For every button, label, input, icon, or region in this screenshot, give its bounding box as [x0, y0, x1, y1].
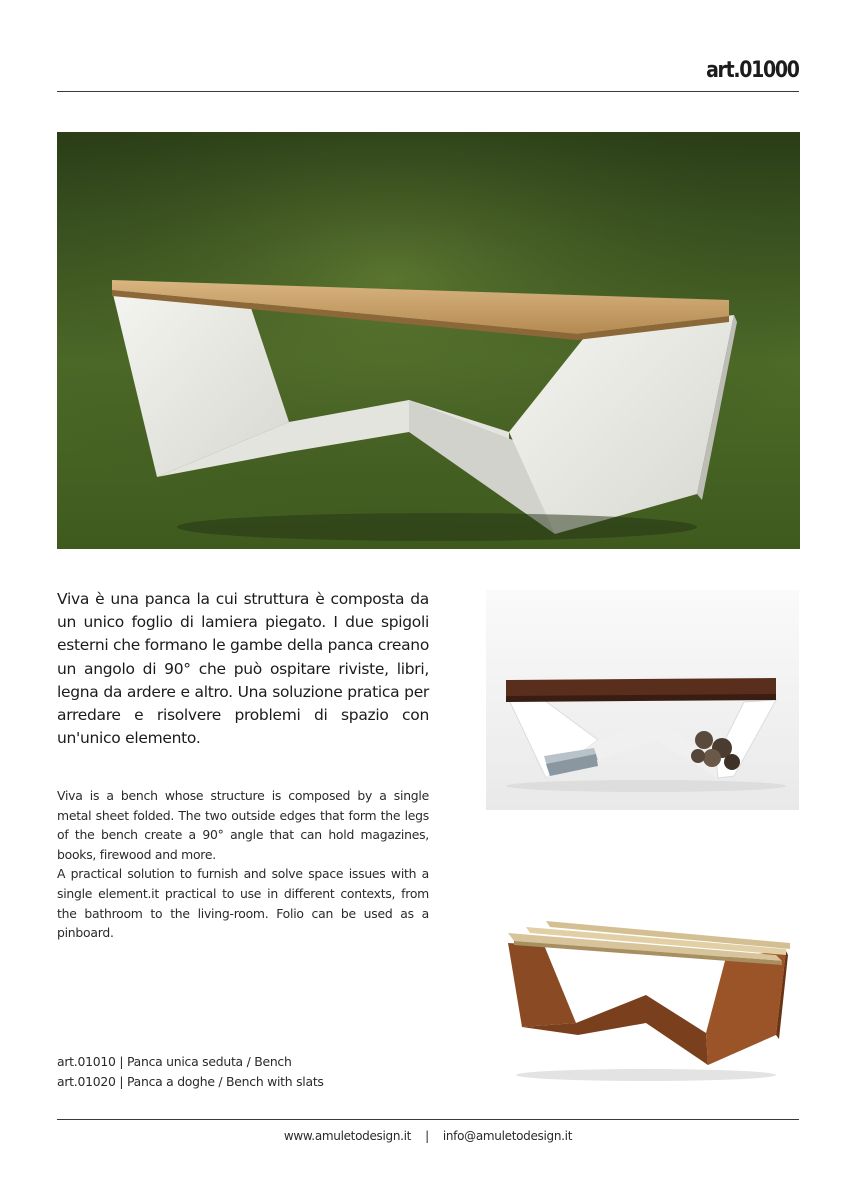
description-english-p2: A practical solution to furnish and solve space issues with a single element.it practical to use in different contexts, from the bathroom to the living-room. Folio can be used as a pinboard. [57, 866, 429, 941]
footer-divider [57, 1119, 799, 1120]
description-english [57, 786, 429, 943]
art-number: art.01000 [706, 58, 799, 83]
article-item: art.01020 | Panca a doghe / Bench with slats [57, 1073, 324, 1089]
website-link[interactable]: www.amuletodesign.it [283, 1129, 412, 1143]
header-divider [57, 91, 799, 92]
email-link[interactable]: info@amuletodesign.it [442, 1129, 573, 1143]
footer [0, 1129, 856, 1143]
article-item: art.01010 | Panca unica seduta / Bench [57, 1054, 292, 1069]
footer-separator: | [425, 1129, 429, 1143]
description-english-p1: Viva is a bench whose structure is composed by a single metal sheet folded. The two outside edges that form the legs of the bench create a 90° angle that can hold magazines, books, firewood and more. [57, 788, 429, 862]
bench-photo-white [486, 590, 799, 810]
bench-photo-main [57, 132, 800, 549]
description-italian: Viva è una panca la cui struttura è composta da un unico foglio di lamiera piegato. I due spigoli esterni che formano le gambe della panca creano un angolo di 90° che può ospitare riviste, libri, legna da ardere e altro. Una soluzione pratica per arredare e risolvere problemi di spazio con un'unico elemento. [57, 590, 429, 748]
bench-photo-corten [486, 915, 799, 1090]
article-list [57, 1052, 429, 1091]
